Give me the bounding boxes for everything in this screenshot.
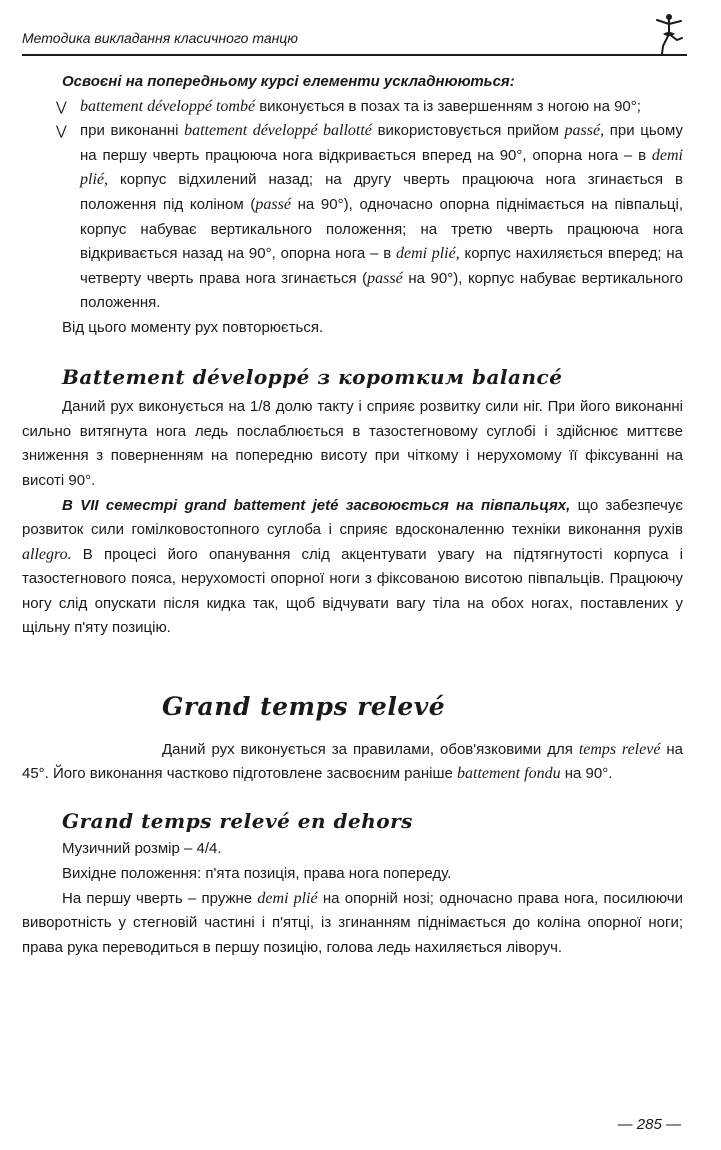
start-position: Вихідне положення: п'ята позиція, права нога попереду. <box>62 865 452 883</box>
check-arrow-icon: ⋁ <box>56 123 67 139</box>
term: battement fondu <box>457 765 561 783</box>
text-run: на 90°), корпус набуває вертикального положення. <box>80 269 683 312</box>
term: passé, <box>564 122 605 140</box>
text-run: використовується прийом <box>371 122 565 140</box>
term: demi plié, <box>80 146 683 189</box>
section-heading: Grand temps relevé en dehors <box>62 808 413 833</box>
paragraph <box>22 887 683 961</box>
text-run: що забезпечує розвиток сили гомілковостопного суглоба і сприяє вдосконаленню техніки виконання рухів <box>22 496 683 539</box>
term: battement développé tombé <box>80 97 256 115</box>
text-run: на опорній нозі; одночасно права нога, посилюючи виворотність у стегновій частині і п'ятці, із згинанням піднімається до коліна опорної ноги; права рука переводиться в першу позицію, голова ледь нахиляється ліворуч. <box>22 889 684 956</box>
term: demi plié, <box>396 245 460 263</box>
text-run: Даний рух виконується за правилами, обов'язковими для <box>162 740 579 758</box>
list-item <box>22 119 683 316</box>
term: passé <box>367 269 403 287</box>
text-run: на 90°. <box>560 765 613 783</box>
term: battement développé ballotté <box>184 122 372 140</box>
intro-closing: Від цього моменту рух повторюється. <box>62 318 324 336</box>
text-run: На першу чверть – пружне <box>62 889 258 907</box>
term: temps relevé <box>578 740 661 758</box>
music-meter: Музичний розмір – 4/4. <box>62 840 222 858</box>
text-run: при цьому на першу чверть працююча нога відкривається вперед на 90°, опорна нога – в <box>80 122 683 164</box>
section-heading: Battement développé з коротким balancé <box>62 364 563 389</box>
paragraph <box>22 738 683 787</box>
paragraph: Даний рух виконується на 1/8 долю такту і сприяє розвитку сили ніг. При його виконанні сильно витягнута нога ледь послаблюється в тазостегновому суглобі і здійснює миттєве зниження з поверненням на попередню висоту при чіткому і нерухомому її фіксуванні на висоті 90°. <box>22 398 683 489</box>
text-run: В процесі його опанування слід акцентувати увагу на підтягнутості корпуса і тазостегнового пояса, нерухомості опорної ноги з фіксованою висотою півпальців. Працюючу ногу слід опускати після кидка так, щоб відчувати вагу тіла на обох ногах, поставлених у щільну п'яту позицію. <box>22 545 683 637</box>
page-number: — 285 — <box>617 1116 681 1133</box>
text-run: при виконанні <box>80 122 185 140</box>
running-title: Методика викладання класичного танцю <box>22 30 298 46</box>
header-rule <box>22 54 687 56</box>
term: passé <box>255 195 291 213</box>
intro-lead: Освоєні на попередньому курсі елементи ускладнюються: <box>62 73 515 90</box>
dancer-silhouette-icon <box>653 12 683 56</box>
text-run: виконується в позах та із завершенням з ногою на 90°; <box>255 97 641 115</box>
term: demi plié <box>257 889 318 907</box>
page-content <box>22 70 683 960</box>
text-run: корпус відхилений назад; на другу чверть працююча нога згинається в положення під коліном ( <box>80 171 683 213</box>
check-arrow-icon: ⋁ <box>56 98 67 114</box>
element-list <box>22 95 683 316</box>
term: allegro. <box>22 545 72 563</box>
text-run: корпус нахиляється вперед; на четверту чверть права нога згинається ( <box>80 245 684 287</box>
bold-lead: В VII семестрі grand battement jeté засвоюється на півпальцях, <box>62 496 571 514</box>
section-heading: Grand temps relevé <box>162 692 446 722</box>
list-item <box>22 95 683 120</box>
text-run: на 90°), одночасно опорна піднімається на півпальці, корпус набуває вертикального положення; на третю чверть працююча нога відкривається назад на 90°, опорна нога – в <box>80 195 683 263</box>
paragraph <box>22 494 683 642</box>
text-run: на 45°. Його виконання частково підготовлене засвоєним раніше <box>22 740 684 783</box>
